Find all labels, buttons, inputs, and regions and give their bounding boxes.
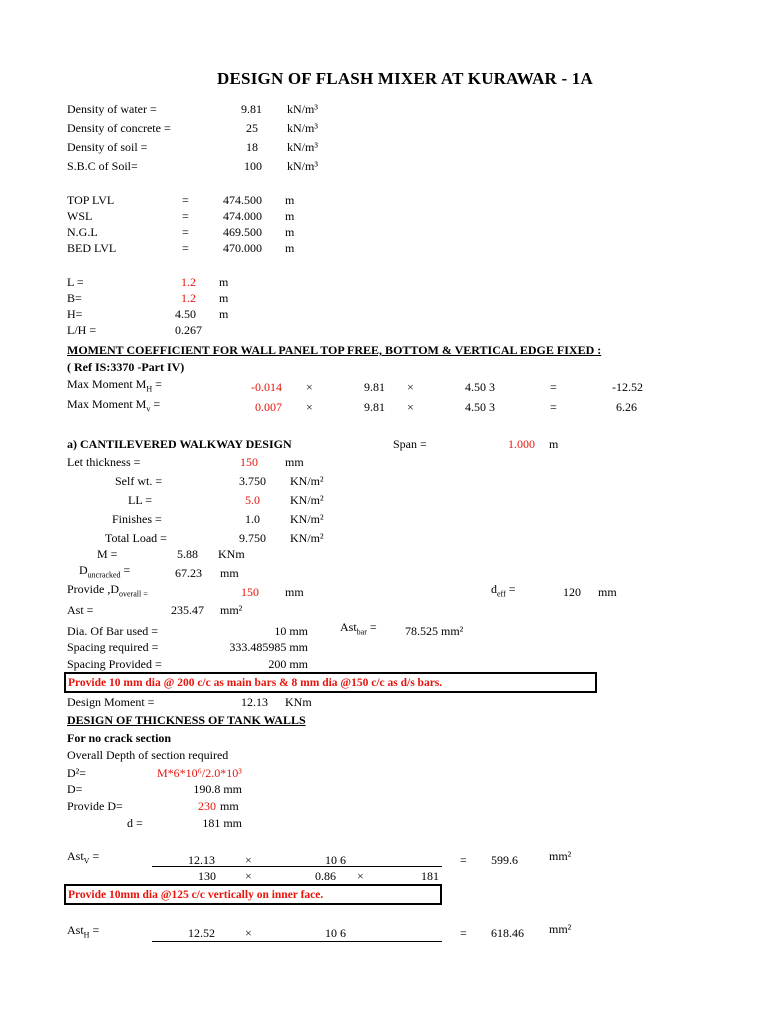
provide-d-label: Provide D= [67,799,123,813]
level-top-value: 474.500 [223,193,262,207]
dim-b-unit: m [219,291,229,305]
dim-h-unit: m [219,307,229,321]
level-ngl-unit: m [285,225,295,239]
level-wsl-unit: m [285,209,295,223]
dim-b-label: B= [67,291,82,305]
finishes-value: 1.0 [245,512,260,526]
provide-d-value: 230 [198,799,216,813]
density-soil-value: 18 [246,140,258,154]
dim-lh-value: 0.267 [175,323,202,337]
ll-value: 5.0 [245,493,260,507]
ast-v-times-3: × [357,869,364,883]
mv-times-2: × [407,400,414,414]
level-bed-value: 470.000 [223,241,262,255]
dim-l-value: 1.2 [181,275,196,289]
density-soil-label: Density of soil = [67,140,148,154]
mh-equals: = [550,380,557,394]
d-eff-unit: mm [598,585,617,599]
ll-unit: KN/m² [290,493,324,507]
design-moment-value: 12.13 [241,695,268,709]
density-water-value: 9.81 [241,102,262,116]
ast-h-times: × [245,926,252,940]
d-squared-formula: M*6*10⁶/2.0*10³ [157,766,242,780]
dim-lh-label: L/H = [67,323,97,337]
ast-h-result: 618.46 [491,926,524,940]
ll-label: LL = [128,493,152,507]
ast-v-num2: 10 6 [325,853,346,867]
ast-value: 235.47 [171,603,204,617]
overall-depth-text: Overall Depth of section required [67,748,229,762]
finishes-label: Finishes = [112,512,162,526]
level-top-label: TOP LVL [67,193,115,207]
dim-h-label: H= [67,307,83,321]
level-wsl-value: 474.000 [223,209,262,223]
total-load-value: 9.750 [239,531,266,545]
ast-v-den3: 181 [421,869,439,883]
spacing-provided-value: 200 mm [268,657,308,671]
dim-l-label: L = [67,275,84,289]
level-bed-label: BED LVL [67,241,117,255]
ast-h-num1: 12.52 [188,926,215,940]
d-label: D= [67,782,83,796]
d-uncracked-unit: mm [220,566,239,580]
m-unit: KNm [218,547,245,561]
moment-coeff-ref: ( Ref IS:3370 -Part IV) [67,360,185,374]
sbc-soil-label: S.B.C of Soil= [67,159,138,173]
level-ngl-label: N.G.L [67,225,98,239]
self-wt-unit: KN/m² [290,474,324,488]
moment-coeff-heading: MOMENT COEFFICIENT FOR WALL PANEL TOP FREE, BOTTOM & VERTICAL EDGE FIXED : [67,343,602,357]
ast-v-num1: 12.13 [188,853,215,867]
span-unit: m [549,437,559,451]
dia-bar-label: Dia. Of Bar used = [67,624,159,638]
ast-label: Ast = [67,603,94,617]
provide-d-overall-label: Provide $,D_{overall =}$ [67,582,148,599]
ast-h-equals: = [460,926,467,940]
self-wt-value: 3.750 [239,474,266,488]
vertical-reinforcement-text: Provide 10mm dia @125 c/c vertically on inner face. [68,889,324,901]
design-moment-unit: KNm [285,695,312,709]
level-wsl-eq: = [182,209,189,223]
mv-coeff: 0.007 [255,400,282,414]
ast-h-unit: mm² [549,922,572,936]
dim-h-value: 4.50 [175,307,196,321]
ast-v-equals: = [460,853,467,867]
spacing-required-label: Spacing required = [67,640,159,654]
ast-v-fraction-line [152,866,442,867]
provide-d-unit: mm [220,799,239,813]
ast-v-label: Ast$_V$ = [67,849,100,866]
mv-result: 6.26 [616,400,637,414]
max-moment-mh-label: Max Moment $M_H$ = [67,377,162,394]
ast-bar-value: 78.525 mm² [405,624,464,638]
density-water-unit: kN/m³ [287,102,318,116]
ast-unit: mm² [220,603,243,617]
total-load-label: Total Load = [105,531,167,545]
dim-b-value: 1.2 [181,291,196,305]
no-crack-heading: For no crack section [67,731,172,745]
mv-times-1: × [306,400,313,414]
thickness-value: 150 [240,455,258,469]
mh-gamma: 9.81 [364,380,385,394]
level-top-unit: m [285,193,295,207]
finishes-unit: KN/m² [290,512,324,526]
span-value: 1.000 [508,437,535,451]
thickness-label: Let thickness = [67,455,141,469]
walkway-reinforcement-text: Provide 10 mm dia @ 200 c/c as main bars & 8 mm dia @150 c/c as d/s bars. [68,677,443,689]
level-bed-eq: = [182,241,189,255]
walls-heading: DESIGN OF THICKNESS OF TANK WALLS [67,713,306,727]
sbc-soil-unit: kN/m³ [287,159,318,173]
ast-v-den1: 130 [198,869,216,883]
mh-h3: 4.50 3 [465,380,495,394]
mh-result: -12.52 [612,380,643,394]
level-top-eq: = [182,193,189,207]
density-concrete-unit: kN/m³ [287,121,318,135]
ast-h-fraction-line [152,941,442,942]
ast-v-den2: 0.86 [315,869,336,883]
mv-h3: 4.50 3 [465,400,495,414]
m-label: M = [97,547,118,561]
level-ngl-value: 469.500 [223,225,262,239]
spacing-provided-label: Spacing Provided = [67,657,162,671]
eff-depth-label: d = [127,816,143,830]
density-water-label: Density of water = [67,102,157,116]
d-uncracked-value: 67.23 [175,566,202,580]
ast-v-times-2: × [245,869,252,883]
level-ngl-eq: = [182,225,189,239]
ast-bar-label: Ast$_{bar}$ = [340,620,377,637]
ast-v-times-1: × [245,853,252,867]
provide-d-overall-unit: mm [285,585,304,599]
total-load-unit: KN/m² [290,531,324,545]
ast-v-result: 599.6 [491,853,518,867]
spacing-required-value: 333.485985 mm [229,640,308,654]
mv-equals: = [550,400,557,414]
self-wt-label: Self wt. = [115,474,163,488]
thickness-unit: mm [285,455,304,469]
max-moment-mv-label: Max Moment $M_v$ = [67,397,161,414]
ast-h-label: Ast$_H$ = [67,923,100,940]
ast-h-num2: 10 6 [325,926,346,940]
mv-gamma: 9.81 [364,400,385,414]
d-uncracked-label: $D_{uncracked}$ = [79,563,131,580]
walkway-heading: a) CANTILEVERED WALKWAY DESIGN [67,437,292,451]
dia-bar-value: 10 mm [274,624,308,638]
mh-times-2: × [407,380,414,394]
m-value: 5.88 [177,547,198,561]
provide-d-overall-value: 150 [241,585,259,599]
dim-l-unit: m [219,275,229,289]
ast-v-unit: mm² [549,849,572,863]
d-squared-label: D²= [67,766,87,780]
mh-times-1: × [306,380,313,394]
eff-depth-value: 181 mm [202,816,242,830]
d-value: 190.8 mm [193,782,242,796]
design-moment-label: Design Moment = [67,695,155,709]
sbc-soil-value: 100 [244,159,262,173]
span-label: Span = [393,437,427,451]
mh-coeff: -0.014 [251,380,282,394]
density-soil-unit: kN/m³ [287,140,318,154]
d-eff-label: $d_{eff}$ = [491,582,516,599]
d-eff-value: 120 [563,585,581,599]
level-wsl-label: WSL [67,209,93,223]
density-concrete-value: 25 [246,121,258,135]
density-concrete-label: Density of concrete = [67,121,171,135]
level-bed-unit: m [285,241,295,255]
page-title: DESIGN OF FLASH MIXER AT KURAWAR - 1A [217,69,593,88]
